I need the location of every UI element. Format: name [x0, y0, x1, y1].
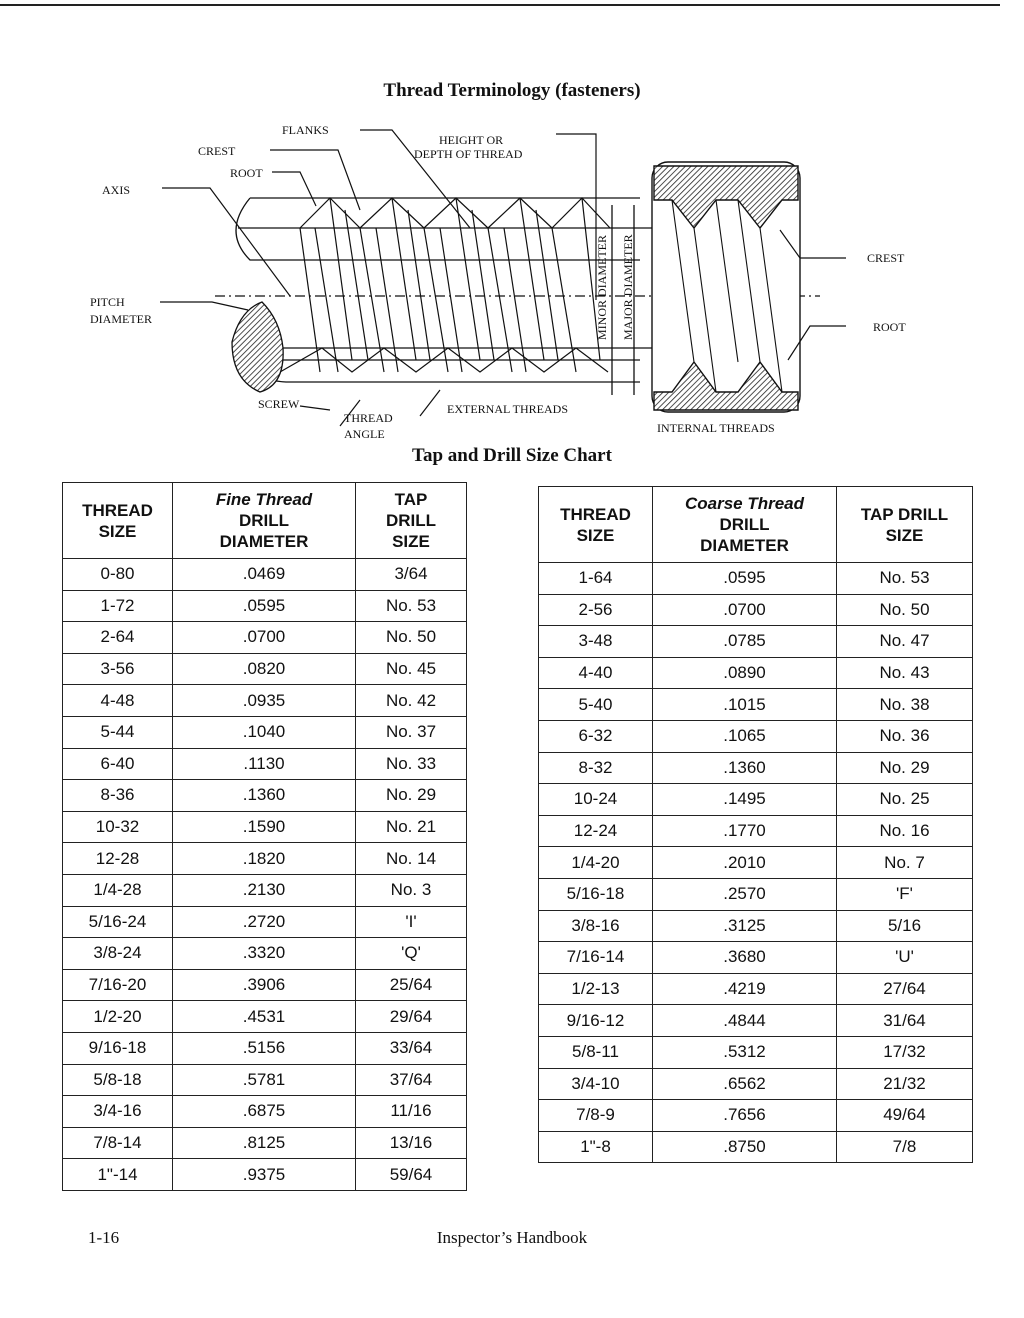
- page-title: Thread Terminology (fasteners): [383, 80, 641, 101]
- header-tap-drill-size: TAP DRILL SIZE: [356, 483, 467, 559]
- table-row: [63, 653, 467, 685]
- cell-tap-drill-size: No. 38: [837, 689, 973, 721]
- cell-thread-size: 5/8-18: [63, 1064, 173, 1096]
- table-row: [63, 622, 467, 654]
- table-row: [539, 784, 973, 816]
- table-row: [539, 878, 973, 910]
- cell-thread-size: 10-24: [539, 784, 653, 816]
- cell-tap-drill-size: 'I': [356, 906, 467, 938]
- cell-tap-drill-size: No. 53: [837, 563, 973, 595]
- cell-thread-size: 1-64: [539, 563, 653, 595]
- coarse-table-body: [539, 563, 973, 1163]
- cell-thread-size: 10-32: [63, 811, 173, 843]
- cell-tap-drill-size: 37/64: [356, 1064, 467, 1096]
- cell-thread-size: 5/16-24: [63, 906, 173, 938]
- cell-tap-drill-size: No. 25: [837, 784, 973, 816]
- cell-thread-size: 0-80: [63, 559, 173, 591]
- cell-tap-drill-size: No. 47: [837, 626, 973, 658]
- cell-thread-size: 7/16-14: [539, 942, 653, 974]
- table-row: [63, 1032, 467, 1064]
- label-screw: SCREW: [258, 397, 300, 411]
- table-row: [539, 815, 973, 847]
- table-row: [539, 942, 973, 974]
- cell-drill-diameter: .4844: [653, 1005, 837, 1037]
- table-row: [539, 910, 973, 942]
- header-thread-size: THREAD SIZE: [539, 487, 653, 563]
- label-axis: AXIS: [102, 183, 131, 197]
- cell-thread-size: 1/2-20: [63, 1001, 173, 1033]
- cell-drill-diameter: .2130: [173, 874, 356, 906]
- table-row: [539, 847, 973, 879]
- cell-drill-diameter: .3906: [173, 969, 356, 1001]
- cell-thread-size: 1/4-20: [539, 847, 653, 879]
- chart-title: Tap and Drill Size Chart: [412, 445, 612, 466]
- cell-tap-drill-size: 25/64: [356, 969, 467, 1001]
- cell-drill-diameter: .2010: [653, 847, 837, 879]
- cell-drill-diameter: .1770: [653, 815, 837, 847]
- screw-end-section: [232, 302, 283, 392]
- cell-thread-size: 1"-8: [539, 1131, 653, 1163]
- cell-drill-diameter: .1040: [173, 716, 356, 748]
- table-row: [63, 811, 467, 843]
- cell-tap-drill-size: 59/64: [356, 1159, 467, 1191]
- cell-thread-size: 8-32: [539, 752, 653, 784]
- cell-drill-diameter: .1590: [173, 811, 356, 843]
- cell-drill-diameter: .0595: [653, 563, 837, 595]
- cell-tap-drill-size: 17/32: [837, 1036, 973, 1068]
- cell-thread-size: 1"-14: [63, 1159, 173, 1191]
- cell-tap-drill-size: 11/16: [356, 1096, 467, 1128]
- cell-thread-size: 3/8-24: [63, 938, 173, 970]
- cell-drill-diameter: .0890: [653, 657, 837, 689]
- internal-threads-nut: [652, 162, 800, 412]
- cell-tap-drill-size: No. 53: [356, 590, 467, 622]
- cell-thread-size: 5-40: [539, 689, 653, 721]
- table-row: [63, 559, 467, 591]
- cell-tap-drill-size: No. 7: [837, 847, 973, 879]
- table-row: [539, 752, 973, 784]
- label-height-1: HEIGHT OR: [439, 133, 504, 147]
- cell-drill-diameter: .4531: [173, 1001, 356, 1033]
- cell-tap-drill-size: No. 43: [837, 657, 973, 689]
- cell-drill-diameter: .0935: [173, 685, 356, 717]
- page-number: 1-16: [88, 1228, 120, 1247]
- cell-thread-size: 3-56: [63, 653, 173, 685]
- cell-thread-size: 4-40: [539, 657, 653, 689]
- cell-drill-diameter: .5781: [173, 1064, 356, 1096]
- cell-drill-diameter: .0469: [173, 559, 356, 591]
- cell-tap-drill-size: 27/64: [837, 973, 973, 1005]
- cell-thread-size: 2-56: [539, 594, 653, 626]
- cell-drill-diameter: .9375: [173, 1159, 356, 1191]
- cell-drill-diameter: .1065: [653, 720, 837, 752]
- cell-thread-size: 3/4-10: [539, 1068, 653, 1100]
- table-row: [539, 973, 973, 1005]
- header-tap-drill-size: TAP DRILL SIZE: [837, 487, 973, 563]
- table-row: [63, 1096, 467, 1128]
- cell-tap-drill-size: No. 45: [356, 653, 467, 685]
- cell-drill-diameter: .1820: [173, 843, 356, 875]
- cell-thread-size: 7/8-14: [63, 1127, 173, 1159]
- cell-thread-size: 1/2-13: [539, 973, 653, 1005]
- cell-thread-size: 6-40: [63, 748, 173, 780]
- cell-drill-diameter: .2570: [653, 878, 837, 910]
- cell-thread-size: 2-64: [63, 622, 173, 654]
- table-row: [539, 1131, 973, 1163]
- cell-drill-diameter: .3125: [653, 910, 837, 942]
- cell-tap-drill-size: No. 36: [837, 720, 973, 752]
- table-row: [539, 563, 973, 595]
- cell-thread-size: 8-36: [63, 780, 173, 812]
- top-rule: [0, 4, 1000, 6]
- table-row: [539, 1100, 973, 1132]
- fine-thread-table: [62, 482, 467, 1191]
- table-row: [63, 780, 467, 812]
- table-row: [63, 1064, 467, 1096]
- label-major-diameter: MAJOR DIAMETER: [621, 234, 635, 340]
- cell-drill-diameter: .8125: [173, 1127, 356, 1159]
- cell-tap-drill-size: No. 21: [356, 811, 467, 843]
- table-row: [63, 716, 467, 748]
- cell-tap-drill-size: No. 16: [837, 815, 973, 847]
- cell-thread-size: 3-48: [539, 626, 653, 658]
- cell-thread-size: 7/8-9: [539, 1100, 653, 1132]
- external-thread-profile: [280, 198, 610, 372]
- cell-tap-drill-size: No. 37: [356, 716, 467, 748]
- label-thread-angle-2: ANGLE: [344, 427, 385, 441]
- cell-thread-size: 5/8-11: [539, 1036, 653, 1068]
- table-row: [539, 626, 973, 658]
- table-row: [63, 906, 467, 938]
- cell-thread-size: 9/16-18: [63, 1032, 173, 1064]
- cell-tap-drill-size: No. 50: [356, 622, 467, 654]
- label-pitch-2: DIAMETER: [90, 312, 152, 326]
- cell-tap-drill-size: 13/16: [356, 1127, 467, 1159]
- cell-drill-diameter: .3320: [173, 938, 356, 970]
- table-row: [539, 594, 973, 626]
- label-thread-angle-1: THREAD: [344, 411, 393, 425]
- table-row: [539, 1005, 973, 1037]
- table-row: [63, 1127, 467, 1159]
- table-header-row: [539, 487, 973, 563]
- cell-tap-drill-size: No. 14: [356, 843, 467, 875]
- cell-tap-drill-size: 21/32: [837, 1068, 973, 1100]
- cell-thread-size: 12-24: [539, 815, 653, 847]
- cell-thread-size: 7/16-20: [63, 969, 173, 1001]
- label-internal-threads: INTERNAL THREADS: [657, 421, 775, 435]
- fine-table-body: [63, 559, 467, 1191]
- table-row: [539, 720, 973, 752]
- cell-tap-drill-size: 'F': [837, 878, 973, 910]
- cell-thread-size: 9/16-12: [539, 1005, 653, 1037]
- cell-thread-size: 12-28: [63, 843, 173, 875]
- cell-tap-drill-size: 7/8: [837, 1131, 973, 1163]
- cell-drill-diameter: .4219: [653, 973, 837, 1005]
- cell-thread-size: 6-32: [539, 720, 653, 752]
- header-thread-size: THREAD SIZE: [63, 483, 173, 559]
- label-pitch-1: PITCH: [90, 295, 125, 309]
- cell-drill-diameter: .5156: [173, 1032, 356, 1064]
- cell-thread-size: 1-72: [63, 590, 173, 622]
- cell-tap-drill-size: 49/64: [837, 1100, 973, 1132]
- cell-tap-drill-size: No. 33: [356, 748, 467, 780]
- cell-tap-drill-size: No. 29: [356, 780, 467, 812]
- cell-drill-diameter: .2720: [173, 906, 356, 938]
- thread-terminology-diagram: [0, 110, 1024, 450]
- cell-tap-drill-size: No. 3: [356, 874, 467, 906]
- cell-drill-diameter: .6875: [173, 1096, 356, 1128]
- cell-thread-size: 3/4-16: [63, 1096, 173, 1128]
- table-row: [63, 1159, 467, 1191]
- cell-thread-size: 3/8-16: [539, 910, 653, 942]
- cell-drill-diameter: .0700: [173, 622, 356, 654]
- table-row: [63, 938, 467, 970]
- label-crest: CREST: [198, 144, 236, 158]
- cell-tap-drill-size: No. 42: [356, 685, 467, 717]
- cell-drill-diameter: .1360: [653, 752, 837, 784]
- cell-drill-diameter: .3680: [653, 942, 837, 974]
- cell-drill-diameter: .0785: [653, 626, 837, 658]
- cell-drill-diameter: .7656: [653, 1100, 837, 1132]
- table-row: [539, 1068, 973, 1100]
- table-header-row: [63, 483, 467, 559]
- cell-thread-size: 4-48: [63, 685, 173, 717]
- table-row: [63, 685, 467, 717]
- table-row: [63, 874, 467, 906]
- cell-drill-diameter: .1360: [173, 780, 356, 812]
- label-minor-diameter: MINOR DIAMETER: [595, 235, 609, 340]
- table-row: [539, 657, 973, 689]
- cell-tap-drill-size: No. 29: [837, 752, 973, 784]
- coarse-thread-table: [538, 486, 973, 1163]
- cell-thread-size: 5-44: [63, 716, 173, 748]
- cell-drill-diameter: .1495: [653, 784, 837, 816]
- cell-drill-diameter: .1130: [173, 748, 356, 780]
- cell-thread-size: 5/16-18: [539, 878, 653, 910]
- cell-tap-drill-size: 29/64: [356, 1001, 467, 1033]
- label-flanks: FLANKS: [282, 123, 329, 137]
- label-root-right: ROOT: [873, 320, 906, 334]
- cell-drill-diameter: .1015: [653, 689, 837, 721]
- cell-drill-diameter: .8750: [653, 1131, 837, 1163]
- cell-drill-diameter: .6562: [653, 1068, 837, 1100]
- table-row: [539, 1036, 973, 1068]
- label-crest-right: CREST: [867, 251, 905, 265]
- cell-tap-drill-size: 5/16: [837, 910, 973, 942]
- cell-thread-size: 1/4-28: [63, 874, 173, 906]
- table-row: [63, 748, 467, 780]
- cell-tap-drill-size: 33/64: [356, 1032, 467, 1064]
- table-row: [63, 843, 467, 875]
- cell-drill-diameter: .0820: [173, 653, 356, 685]
- header-drill-diameter: Fine Thread DRILL DIAMETER: [173, 483, 356, 559]
- table-row: [63, 1001, 467, 1033]
- label-external-threads: EXTERNAL THREADS: [447, 402, 568, 416]
- cell-tap-drill-size: 'U': [837, 942, 973, 974]
- header-drill-diameter: Coarse Thread DRILL DIAMETER: [653, 487, 837, 563]
- table-row: [63, 969, 467, 1001]
- label-height-2: DEPTH OF THREAD: [414, 147, 523, 161]
- cell-tap-drill-size: 31/64: [837, 1005, 973, 1037]
- cell-drill-diameter: .0595: [173, 590, 356, 622]
- label-root: ROOT: [230, 166, 263, 180]
- cell-tap-drill-size: 'Q': [356, 938, 467, 970]
- cell-drill-diameter: .5312: [653, 1036, 837, 1068]
- table-row: [63, 590, 467, 622]
- cell-tap-drill-size: 3/64: [356, 559, 467, 591]
- footer-title: Inspector’s Handbook: [436, 1228, 588, 1247]
- cell-tap-drill-size: No. 50: [837, 594, 973, 626]
- cell-drill-diameter: .0700: [653, 594, 837, 626]
- table-row: [539, 689, 973, 721]
